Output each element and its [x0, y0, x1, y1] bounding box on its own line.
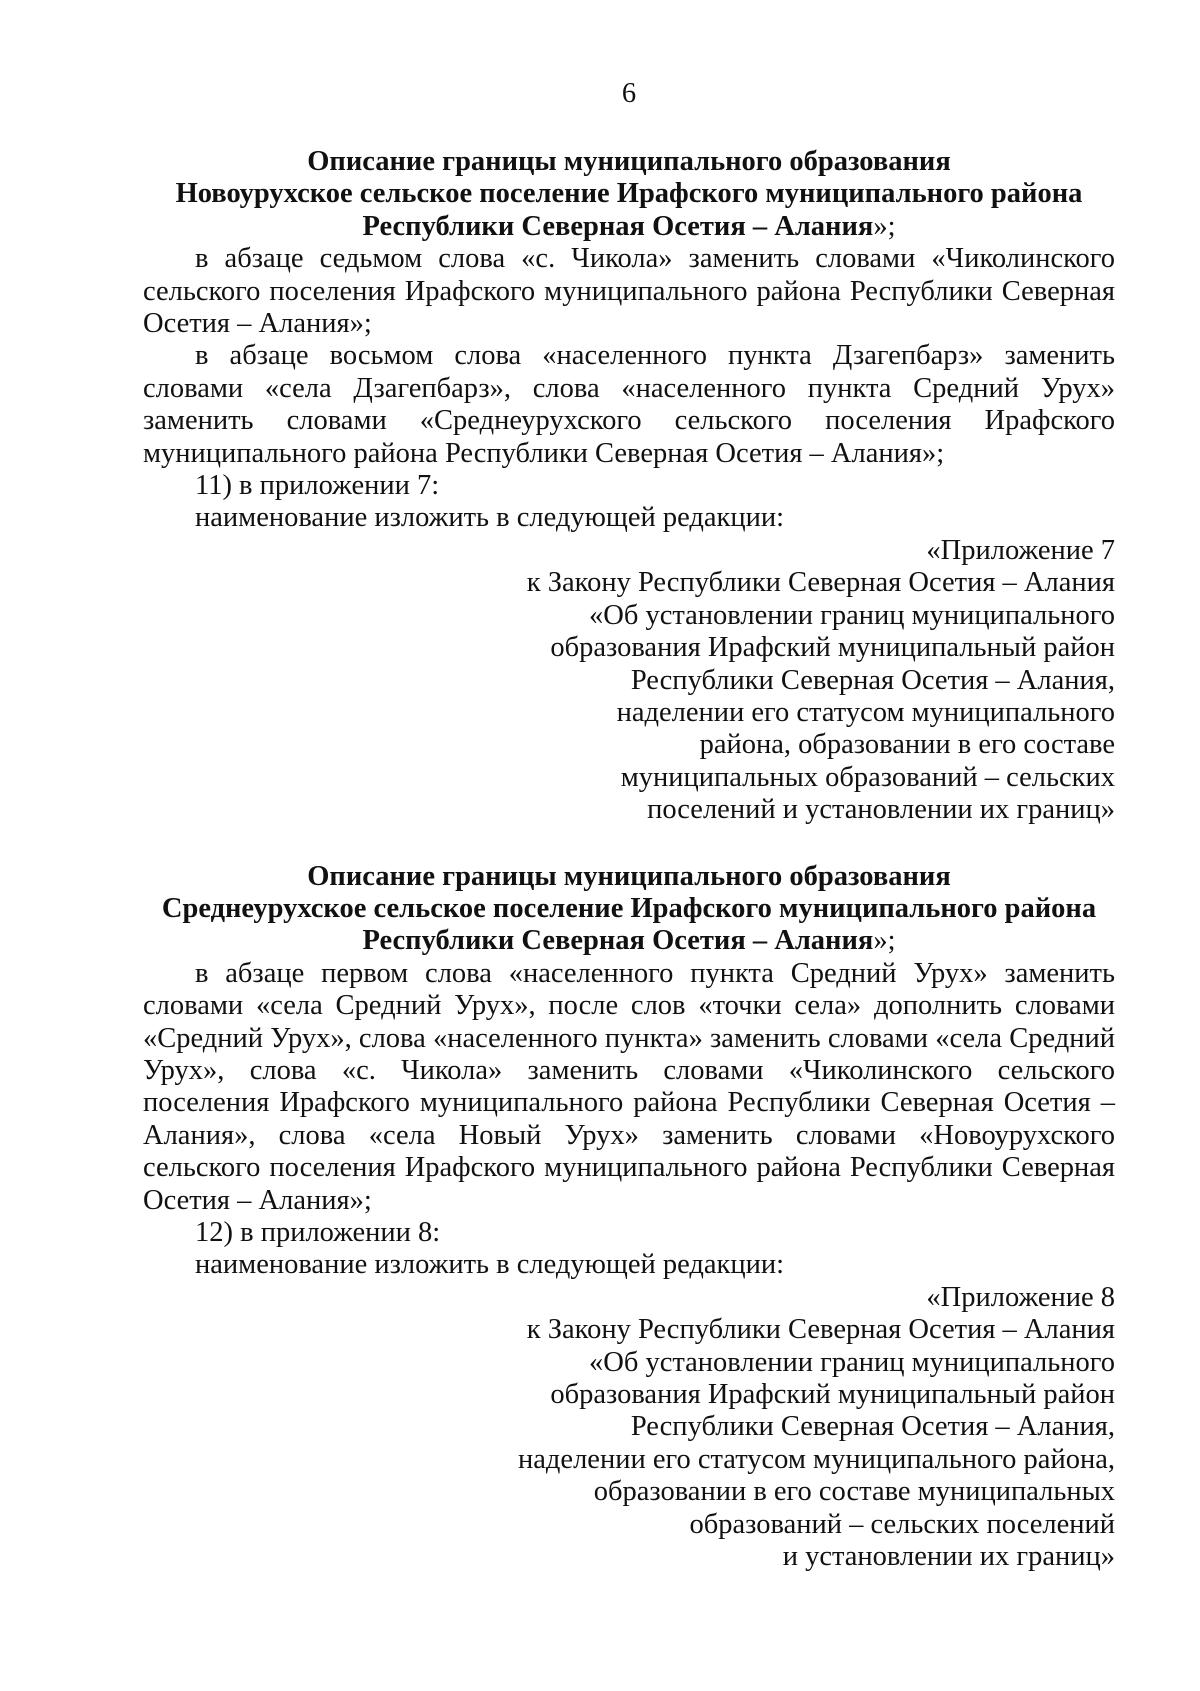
paragraph-seventh-abzac: в абзаце седьмом слова «с. Чикола» заменить словами «Чиколинского сельского поселения Ирафского муниципального района Республики Северная Осетия – Алания»; — [143, 243, 1115, 340]
attachment-line: образовании в его составе муниципальных — [593, 1476, 1115, 1508]
heading-line: Описание границы муниципального образования — [307, 146, 951, 177]
attachment-line: образований – сельских поселений — [689, 1508, 1115, 1540]
attachment-line: района, образовании в его составе — [699, 729, 1115, 761]
attachment-line: «Приложение 7 — [926, 534, 1115, 566]
attachment-line: наделении его статусом муниципального района, — [518, 1443, 1115, 1475]
attachment-line: образования Ирафский муниципальный район — [550, 632, 1115, 664]
heading-line — [143, 925, 1115, 957]
attachment-7-title — [143, 535, 1115, 827]
heading-tail: »; — [873, 210, 896, 242]
heading-line-text: Республики Северная Осетия – Алания — [362, 210, 874, 242]
paragraph-eighth-abzac: в абзаце восьмом слова «населенного пункта Дзагепбарз» заменить словами «села Дзагепбарз», слова «населенного пункта Средний Урух» заменить словами «Среднеурухского сельского поселения Ирафского муниципального района Республики Северная Осетия – Алания»; — [143, 340, 1115, 469]
heading-line: Среднеурухское сельское поселение Ирафского муниципального района — [161, 892, 1097, 924]
attachment-line: «Об установлении границ муниципального — [588, 1346, 1115, 1378]
attachment-line: муниципальных образований – сельских — [620, 761, 1115, 793]
naming-line: наименование изложить в следующей редакции: — [195, 502, 785, 534]
paragraph-first-abzac: в абзаце первом слова «населенного пункта Средний Урух» заменить словами «села Средний Урух», после слов «точки села» дополнить словами «Средний Урух», слова «населенного пункта» заменить словами «села Средний Урух», слова «с. Чикола» заменить словами «Чиколинского сельского поселения Ирафского муниципального района Республики Северная Осетия – Алания», слова «села Новый Урух» заменить словами «Новоурухского сельского поселения Ирафского муниципального района Республики Северная Осетия – Алания»; — [143, 957, 1115, 1216]
attachment-line: наделении его статусом муниципального — [616, 696, 1115, 728]
section-gap — [143, 827, 1115, 861]
heading-line: Новоурухское сельское поселение Ирафского муниципального района — [175, 178, 1083, 210]
attachment-line: образования Ирафский муниципальный район — [550, 1379, 1115, 1411]
heading-line-text: Республики Северная Осетия – Алания — [362, 925, 874, 957]
attachment-line: Республики Северная Осетия – Алания, — [630, 1411, 1115, 1443]
item-11: 11) в приложении 7: — [195, 470, 440, 502]
document-page — [143, 78, 1115, 1573]
attachment-line: «Об установлении границ муниципального — [588, 599, 1115, 631]
heading-sredneurukh — [143, 861, 1115, 958]
heading-novourukh — [143, 146, 1115, 243]
attachment-line: Республики Северная Осетия – Алания, — [630, 664, 1115, 696]
attachment-line: «Приложение 8 — [926, 1281, 1115, 1313]
heading-tail: »; — [873, 925, 896, 957]
attachment-line: и установлении их границ» — [782, 1541, 1115, 1573]
heading-line — [143, 211, 1115, 243]
item-12: 12) в приложении 8: — [195, 1217, 441, 1248]
attachment-8-title — [143, 1282, 1115, 1574]
attachment-line: поселений и установлении их границ» — [647, 794, 1115, 826]
attachment-line: к Закону Республики Северная Осетия – Алания — [526, 1314, 1115, 1346]
naming-line: наименование изложить в следующей редакции: — [195, 1249, 785, 1281]
attachment-line: к Закону Республики Северная Осетия – Алания — [526, 567, 1115, 599]
page-number: 6 — [621, 78, 637, 109]
heading-line: Описание границы муниципального образования — [307, 860, 951, 892]
